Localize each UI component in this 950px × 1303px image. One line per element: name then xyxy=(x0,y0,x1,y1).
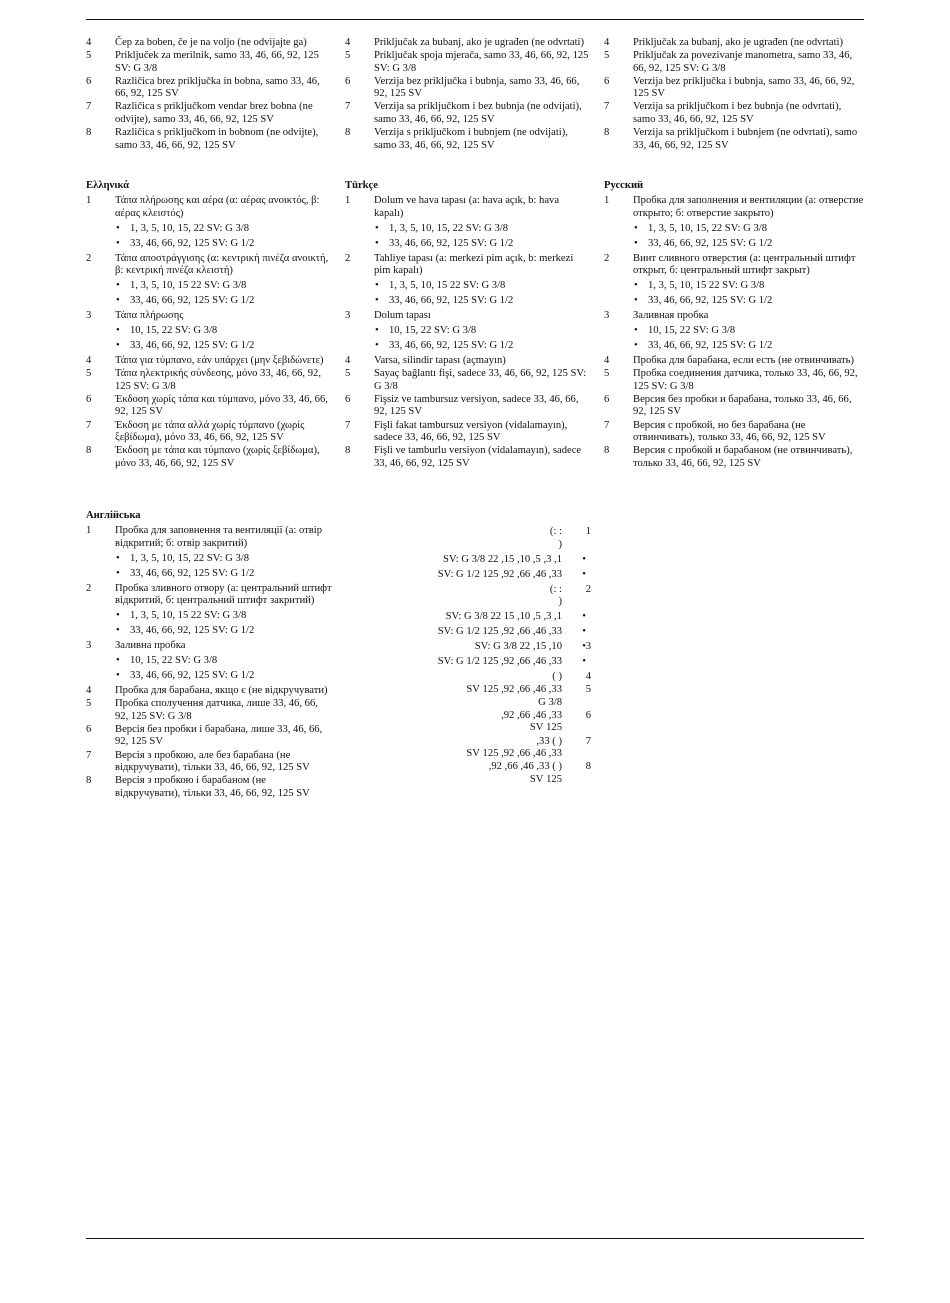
bullet-text: 33, 46, 66, 92, 125 SV: G 1/2 xyxy=(648,340,773,352)
item-number: 1 xyxy=(604,195,610,206)
bullet-text: 1, 3, 5, 10, 15 22 SV: G 3/8 xyxy=(445,611,562,623)
item-text: Τάπα αποστράγγισης (α: κεντρική πινέζα ανοικτή, β: κεντρική πινέζα κλειστή) xyxy=(115,252,329,277)
item-number: 8 xyxy=(86,775,92,787)
list-item xyxy=(345,583,591,609)
list-item xyxy=(86,355,332,368)
bullet-icon: • xyxy=(116,280,120,292)
item-number: 8 xyxy=(585,761,591,773)
rtl-language-section xyxy=(345,526,591,787)
item-number: 5 xyxy=(345,50,351,62)
item-number: 5 xyxy=(585,684,591,696)
list-item xyxy=(345,253,591,278)
item-number: 6 xyxy=(86,75,92,87)
item-number: 6 xyxy=(345,393,351,405)
list-item xyxy=(604,420,864,445)
item-text: 33, 46, 66, 92, 125 SV xyxy=(501,709,562,734)
bullet-text: 1, 3, 5, 10, 15 22 SV: G 3/8 xyxy=(648,280,765,292)
list-item xyxy=(86,583,332,608)
item-text: : :) ( xyxy=(549,526,562,550)
serbian-section xyxy=(604,37,864,153)
bullet-item xyxy=(86,295,332,308)
item-number: 7 xyxy=(86,749,92,761)
list-item xyxy=(86,724,332,749)
item-text: Пробка зливного отвору (а: центральний штифт відкритий, б: центральний штифт закритий) xyxy=(115,582,332,607)
list-item xyxy=(345,420,591,445)
bullet-text: 1, 3, 5, 10, 15, 22 SV: G 3/8 xyxy=(443,553,562,565)
bullet-item xyxy=(345,223,591,236)
item-number: 2 xyxy=(604,252,610,264)
bullet-icon: • xyxy=(582,553,586,565)
item-text: Verzija sa priključkom i bubnjem (ne odvrtati), samo 33, 46, 66, 92, 125 SV xyxy=(633,127,858,151)
bullet-item xyxy=(86,325,332,338)
bullet-item xyxy=(86,238,332,251)
item-text: Пробка для барабана, если есть (не отвинчивать) xyxy=(633,355,855,367)
top-rule xyxy=(86,19,864,20)
bullet-item xyxy=(345,238,591,251)
item-number: 2 xyxy=(585,583,591,595)
item-number: 7 xyxy=(604,419,610,431)
list-item xyxy=(86,685,332,698)
bullet-item xyxy=(345,295,591,308)
list-item xyxy=(604,195,864,220)
item-text: Različica brez priključka in bobna, samo 33, 46, 66, 92, 125 SV xyxy=(115,75,320,100)
bullet-item xyxy=(345,280,591,293)
turkish-section xyxy=(345,180,591,471)
item-text: Sayaç bağlantı fişi, sadece 33, 46, 66, 92, 125 SV: G 3/8 xyxy=(374,368,587,392)
bullet-text: 10, 15, 22 SV: G 3/8 xyxy=(130,655,218,667)
list-item xyxy=(86,394,332,419)
list-item xyxy=(345,709,591,735)
bullet-text: 33, 46, 66, 92, 125 SV: G 1/2 xyxy=(130,625,255,637)
list-item xyxy=(345,355,591,368)
list-item xyxy=(86,253,332,278)
item-text: Заливна пробка xyxy=(115,640,186,652)
list-item xyxy=(345,761,591,786)
bullet-icon: • xyxy=(375,295,379,307)
item-number: 4 xyxy=(345,37,351,48)
item-text: Пробка для заповнення та вентиляції (а: отвір відкритий; б: отвір закритий) xyxy=(115,525,323,549)
bullet-icon: • xyxy=(116,237,120,249)
bullet-item xyxy=(345,656,586,669)
bullet-item xyxy=(604,295,864,308)
bullet-icon: • xyxy=(582,641,586,653)
item-text: Fişli fakat tambursuz versiyon (vidalamayın), sadece 33, 46, 66, 92, 125 SV xyxy=(374,419,568,444)
item-text: Версия с пробкой, но без барабана (не отвинчивать), только 33, 46, 66, 92, 125 SV xyxy=(633,419,826,444)
bullet-text: 33, 46, 66, 92, 125 SV: G 1/2 xyxy=(130,670,255,682)
item-number: 4 xyxy=(86,37,92,48)
bullet-icon: • xyxy=(116,222,120,234)
list-item xyxy=(86,50,332,75)
item-text: Čep za boben, če je na voljo (ne odvijajte ga) xyxy=(115,37,307,48)
bullet-item xyxy=(345,340,591,353)
bullet-item xyxy=(86,655,332,668)
item-number: 6 xyxy=(604,393,610,405)
list-item xyxy=(86,195,332,220)
list-item xyxy=(86,525,332,550)
item-text: Dolum tapası xyxy=(374,310,431,322)
list-item xyxy=(345,671,591,684)
list-item xyxy=(345,310,591,323)
item-text: Έκδοση χωρίς τάπα και τύμπανο, μόνο 33, 46, 66, 92, 125 SV xyxy=(115,393,328,418)
list-item xyxy=(345,127,591,152)
item-number: 7 xyxy=(604,101,610,113)
item-number: 2 xyxy=(86,582,92,594)
item-text: Priključak za bubanj, ako je ugrađen (ne odvrtati) xyxy=(633,37,844,48)
bullet-item xyxy=(604,340,864,353)
section-heading: Русский xyxy=(604,180,644,191)
bullet-icon: • xyxy=(116,567,120,579)
item-text: Verzija s priključkom i bubnjem (ne odvijati), samo 33, 46, 66, 92, 125 SV xyxy=(374,127,568,151)
bullet-icon: • xyxy=(375,280,379,292)
list-item xyxy=(345,37,591,50)
bullet-item xyxy=(345,626,586,639)
bullet-icon: • xyxy=(116,610,120,622)
list-item xyxy=(604,368,864,393)
bullet-item xyxy=(86,340,332,353)
bullet-text: 1, 3, 5, 10, 15, 22 SV: G 3/8 xyxy=(389,222,508,234)
item-text: Пробка соединения датчика, только 33, 46, 66, 92, 125 SV: G 3/8 xyxy=(633,368,858,392)
greek-section xyxy=(86,180,332,471)
item-number: 8 xyxy=(345,445,351,457)
item-text: Έκδοση με τάπα αλλά χωρίς τύμπανο (χωρίς ξεβίδωμα), μόνο 33, 46, 66, 92, 125 SV xyxy=(115,419,305,444)
item-number: 7 xyxy=(86,419,92,431)
section-heading: Англійська xyxy=(86,510,141,521)
item-text: Έκδοση με τάπα και τύμπανο (χωρίς ξεβίδωμα), μόνο 33, 46, 66, 92, 125 SV xyxy=(115,445,320,469)
bullet-icon: • xyxy=(375,237,379,249)
list-item xyxy=(604,355,864,368)
list-item xyxy=(345,445,591,470)
list-item xyxy=(86,127,332,152)
item-number: 3 xyxy=(86,640,92,652)
bullet-item xyxy=(345,553,586,567)
item-number: 1 xyxy=(585,526,591,537)
bullet-text: 33, 46, 66, 92, 125 SV: G 1/2 xyxy=(130,340,255,352)
item-text: Τάπα για τύμπανο, εάν υπάρχει (μην ξεβιδώνετε) xyxy=(115,355,324,367)
item-text: : :) ( xyxy=(549,583,562,608)
list-item xyxy=(604,37,864,50)
bullet-text: 33, 46, 66, 92, 125 SV: G 1/2 xyxy=(130,237,255,249)
item-number: 4 xyxy=(86,355,92,367)
bottom-rule xyxy=(86,1238,864,1239)
bullet-item xyxy=(345,611,586,624)
bullet-item xyxy=(86,625,332,638)
list-item xyxy=(345,735,591,761)
bullet-text: 1, 3, 5, 10, 15, 22 SV: G 3/8 xyxy=(648,222,767,234)
bullet-text: 10, 15, 22 SV: G 3/8 xyxy=(389,325,477,337)
item-number: 5 xyxy=(86,50,92,62)
item-text: Заливная пробка xyxy=(633,310,709,322)
list-item xyxy=(604,253,864,278)
bullet-item xyxy=(86,610,332,623)
bullet-icon: • xyxy=(116,552,120,564)
bullet-text: 33, 46, 66, 92, 125 SV: G 1/2 xyxy=(648,295,773,307)
item-text: Fişli ve tamburlu versiyon (vidalamayın), sadece 33, 46, 66, 92, 125 SV xyxy=(374,445,582,469)
bullet-icon: • xyxy=(116,655,120,667)
item-number: 2 xyxy=(86,252,92,264)
bullet-text: 33, 46, 66, 92, 125 SV: G 1/2 xyxy=(389,295,514,307)
item-number: 1 xyxy=(86,525,92,536)
item-text: ( ) 33, 46, 66, 92, 125 SV xyxy=(488,761,562,785)
bullet-text: 33, 46, 66, 92, 125 SV: G 1/2 xyxy=(130,567,255,579)
bullet-text: 10, 15, 22 SV: G 3/8 xyxy=(474,641,562,653)
bullet-text: 10, 15, 22 SV: G 3/8 xyxy=(130,325,218,337)
bullet-icon: • xyxy=(634,237,638,249)
item-number: 4 xyxy=(604,355,610,367)
bullet-icon: • xyxy=(634,295,638,307)
item-number: 7 xyxy=(345,419,351,431)
item-text: Τάπα πλήρωσης xyxy=(115,310,184,322)
list-item xyxy=(604,310,864,323)
bullet-icon: • xyxy=(634,325,638,337)
bullet-icon: • xyxy=(375,325,379,337)
list-item xyxy=(345,368,591,393)
bullet-item xyxy=(604,223,864,236)
bullet-text: 33, 46, 66, 92, 125 SV: G 1/2 xyxy=(437,626,562,638)
item-number: 5 xyxy=(345,368,351,380)
item-text: ( ) xyxy=(552,671,562,683)
item-number: 6 xyxy=(86,723,92,735)
bullet-icon: • xyxy=(634,280,638,292)
item-number: 4 xyxy=(86,685,92,697)
croatian-section xyxy=(345,37,591,153)
bullet-icon: • xyxy=(634,222,638,234)
bullet-item xyxy=(345,325,591,338)
item-text: Priključek za merilnik, samo 33, 46, 66, 92, 125 SV: G 3/8 xyxy=(115,50,319,74)
list-item xyxy=(86,37,332,50)
item-text: Τάπα ηλεκτρικής σύνδεσης, μόνο 33, 46, 66, 92, 125 SV: G 3/8 xyxy=(115,368,321,392)
item-text: Verzija bez priključka i bubnja, samo 33, 46, 66, 92, 125 SV xyxy=(374,75,580,100)
item-number: 8 xyxy=(86,127,92,139)
bullet-icon: • xyxy=(582,611,586,623)
bullet-text: 1, 3, 5, 10, 15 22 SV: G 3/8 xyxy=(130,280,247,292)
item-text: Priključak za bubanj, ako je ugrađen (ne odvrtati) xyxy=(374,37,585,48)
item-number: 8 xyxy=(604,445,610,457)
item-text: Пробка сполучення датчика, лише 33, 46, 66, 92, 125 SV: G 3/8 xyxy=(115,698,318,722)
item-text: Fişsiz ve tambursuz versiyon, sadece 33, 46, 66, 92, 125 SV xyxy=(374,393,579,418)
list-item xyxy=(345,684,591,709)
item-number: 3 xyxy=(86,310,92,322)
item-number: 3 xyxy=(585,641,591,653)
list-item xyxy=(86,101,332,126)
bullet-icon: • xyxy=(116,340,120,352)
list-item xyxy=(86,76,332,101)
bullet-item xyxy=(345,568,586,582)
item-text: Τάπα πλήρωσης και αέρα (α: αέρας ανοικτός, β: αέρας κλειστός) xyxy=(115,195,320,219)
item-number: 8 xyxy=(86,445,92,457)
item-number: 5 xyxy=(604,368,610,380)
item-number: 8 xyxy=(604,127,610,139)
bullet-item xyxy=(86,670,332,683)
list-item xyxy=(86,775,332,800)
bullet-icon: • xyxy=(116,295,120,307)
bullet-item xyxy=(604,325,864,338)
list-item xyxy=(604,76,864,101)
section-heading: Ελληνικά xyxy=(86,180,129,191)
list-item xyxy=(86,640,332,653)
item-text: Različica s priključkom in bobnom (ne odvijte), samo 33, 46, 66, 92, 125 SV xyxy=(115,127,319,151)
item-number: 1 xyxy=(345,195,351,206)
item-number: 6 xyxy=(585,709,591,721)
bullet-icon: • xyxy=(116,625,120,637)
item-number: 4 xyxy=(585,671,591,683)
item-number: 5 xyxy=(604,50,610,62)
item-text: Verzija sa priključkom i bez bubnja (ne odvijati), samo 33, 46, 66, 92, 125 SV xyxy=(374,101,582,126)
item-text: Версія з пробкою і барабаном (не відкручувати), тільки 33, 46, 66, 92, 125 SV xyxy=(115,775,310,799)
item-text: Verzija bez priključka i bubnja, samo 33, 46, 66, 92, 125 SV xyxy=(633,75,855,100)
list-item xyxy=(86,420,332,445)
item-number: 7 xyxy=(345,101,351,113)
section-heading: Türkçe xyxy=(345,180,378,191)
bullet-text: 1, 3, 5, 10, 15 22 SV: G 3/8 xyxy=(130,610,247,622)
list-item xyxy=(86,750,332,775)
bullet-icon: • xyxy=(582,568,586,580)
bullet-item xyxy=(86,553,332,566)
bullet-text: 33, 46, 66, 92, 125 SV: G 1/2 xyxy=(648,237,773,249)
list-item xyxy=(345,101,591,126)
item-number: 6 xyxy=(604,75,610,87)
bullet-icon: • xyxy=(375,340,379,352)
item-number: 6 xyxy=(86,393,92,405)
item-text: Varsa, silindir tapası (açmayın) xyxy=(374,355,506,367)
bullet-icon: • xyxy=(116,325,120,337)
bullet-text: 33, 46, 66, 92, 125 SV: G 1/2 xyxy=(437,568,562,580)
item-text: Пробка для заполнения и вентиляции (а: отверстие открыто; б: отверстие закрыто) xyxy=(633,195,864,219)
item-text: Версія без пробки і барабана, лише 33, 46, 66, 92, 125 SV xyxy=(115,723,323,748)
item-text: Tahliye tapası (a: merkezi pim açık, b: merkezi pim kapalı) xyxy=(374,252,574,277)
item-text: Версия без пробки и барабана, только 33, 46, 66, 92, 125 SV xyxy=(633,393,852,418)
bullet-text: 33, 46, 66, 92, 125 SV: G 1/2 xyxy=(389,237,514,249)
item-text: Пробка для барабана, якщо є (не відкручувати) xyxy=(115,685,328,697)
list-item xyxy=(604,101,864,126)
item-number: 8 xyxy=(345,127,351,139)
bullet-text: 33, 46, 66, 92, 125 SV: G 1/2 xyxy=(437,656,562,668)
list-item xyxy=(86,368,332,393)
item-text: Priključak spoja mjerača, samo 33, 46, 66, 92, 125 SV: G 3/8 xyxy=(374,50,589,74)
item-text: Priključak za povezivanje manometra, samo 33, 46, 66, 92, 125 SV: G 3/8 xyxy=(633,50,853,74)
item-number: 3 xyxy=(604,310,610,322)
bullet-text: 1, 3, 5, 10, 15, 22 SV: G 3/8 xyxy=(130,552,249,564)
item-number: 4 xyxy=(345,355,351,367)
item-number: 2 xyxy=(345,252,351,264)
item-text: Dolum ve hava tapası (a: hava açık, b: hava kapalı) xyxy=(374,195,560,219)
item-text: Версия с пробкой и барабаном (не отвинчивать), только 33, 46, 66, 92, 125 SV xyxy=(633,445,853,469)
bullet-item xyxy=(86,280,332,293)
item-number: 4 xyxy=(604,37,610,48)
list-item xyxy=(86,698,332,723)
bullet-icon: • xyxy=(582,626,586,638)
bullet-item xyxy=(86,223,332,236)
item-number: 7 xyxy=(585,735,591,747)
item-number: 6 xyxy=(345,75,351,87)
slovenian-section xyxy=(86,37,332,153)
item-text: Različica s priključkom vendar brez bobna (ne odvijte), samo 33, 46, 66, 92, 125 SV xyxy=(115,101,313,126)
list-item xyxy=(604,394,864,419)
list-item xyxy=(345,50,591,75)
item-text: Версія з пробкою, але без барабана (не відкручувати), тільки 33, 46, 66, 92, 125 SV xyxy=(115,749,310,774)
list-item xyxy=(604,50,864,75)
item-number: 5 xyxy=(86,368,92,380)
bullet-icon: • xyxy=(634,340,638,352)
item-number: 5 xyxy=(86,698,92,710)
list-item xyxy=(345,76,591,101)
list-item xyxy=(86,310,332,323)
list-item xyxy=(604,127,864,152)
item-text: Винт сливного отверстия (а: центральный штифт открыт, б: центральный штифт закрыт) xyxy=(633,252,856,277)
russian-section xyxy=(604,180,864,471)
list-item xyxy=(86,445,332,470)
item-text: Verzija sa priključkom i bez bubnja (ne odvrtati), samo 33, 46, 66, 92, 125 SV xyxy=(633,101,842,126)
item-number: 3 xyxy=(345,310,351,322)
bullet-icon: • xyxy=(116,670,120,682)
list-item xyxy=(345,195,591,220)
item-text: 33, 46, 66, 92, 125 SV G 3/8 xyxy=(466,684,562,708)
item-text: ( ) 33, 33, 46, 66, 92, 125 SV xyxy=(466,735,562,760)
bullet-icon: • xyxy=(375,222,379,234)
bullet-text: 1, 3, 5, 10, 15, 22 SV: G 3/8 xyxy=(130,222,249,234)
bullet-item xyxy=(604,280,864,293)
bullet-item xyxy=(345,641,586,654)
list-item xyxy=(604,445,864,470)
list-item xyxy=(345,394,591,419)
bullet-item xyxy=(604,238,864,251)
bullet-text: 33, 46, 66, 92, 125 SV: G 1/2 xyxy=(389,340,514,352)
bullet-text: 1, 3, 5, 10, 15 22 SV: G 3/8 xyxy=(389,280,506,292)
list-item xyxy=(345,526,591,551)
item-number: 7 xyxy=(86,101,92,113)
bullet-item xyxy=(86,568,332,581)
bullet-icon: • xyxy=(582,656,586,668)
bullet-text: 33, 46, 66, 92, 125 SV: G 1/2 xyxy=(130,295,255,307)
ukrainian-section xyxy=(86,510,332,801)
item-number: 1 xyxy=(86,195,92,206)
bullet-text: 10, 15, 22 SV: G 3/8 xyxy=(648,325,736,337)
